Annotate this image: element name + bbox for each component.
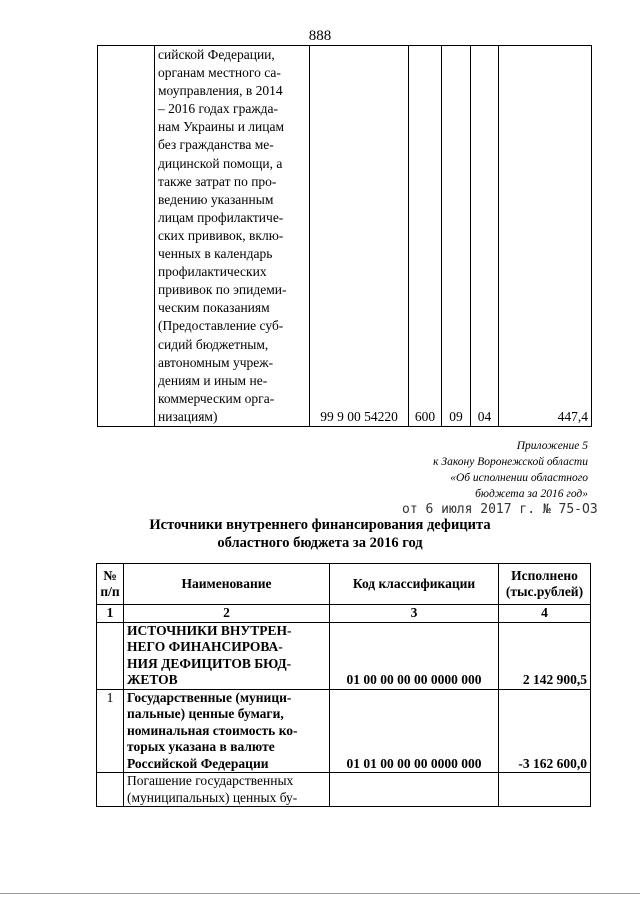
expense-name-lines xyxy=(158,46,309,426)
text-line: Государственные (муници- xyxy=(127,689,292,705)
subsection-cell: 04 xyxy=(471,46,499,427)
text-line: автономным учреж- xyxy=(158,354,274,370)
title-line: Источники внутреннего финансирования дефицита xyxy=(149,517,491,533)
page-number: 888 xyxy=(308,28,332,44)
column-number: 3 xyxy=(330,605,499,623)
header-number: № п/п xyxy=(97,564,124,605)
text-line: НЕГО ФИНАНСИРОВА- xyxy=(127,639,283,654)
law-date-stamp: от 6 июля 2017 г. № 75-ОЗ xyxy=(402,502,598,517)
text-line: моуправления, в 2014 xyxy=(158,83,283,99)
text-line: органам местного са- xyxy=(158,65,281,81)
text-line: прививок по эпидеми- xyxy=(158,282,287,298)
expense-name-cell xyxy=(155,46,310,427)
text-line: коммерческим орга- xyxy=(158,390,275,406)
row-code: 01 01 00 00 00 0000 000 xyxy=(330,689,499,773)
text-line: ских прививок, вклю- xyxy=(158,227,284,243)
appendix-line: Приложение 5 xyxy=(516,440,588,452)
column-number-row xyxy=(97,605,591,623)
text-line: Погашение государственных xyxy=(127,773,294,788)
page-bottom-edge xyxy=(0,893,640,894)
table-title xyxy=(0,516,640,552)
text-line: пальные) ценные бумаги, xyxy=(127,706,284,721)
text-line: ческим показаниям xyxy=(158,300,270,316)
column-number: 1 xyxy=(97,605,124,623)
section-cell: 09 xyxy=(442,46,471,427)
header-value: Исполнено (тыс.рублей) xyxy=(499,564,591,605)
title-line: областного бюджета за 2016 год xyxy=(217,535,423,551)
table-row xyxy=(97,689,591,773)
row-code: 01 00 00 00 00 0000 000 xyxy=(330,622,499,689)
text-line: – 2016 годах гражда- xyxy=(158,101,279,117)
table-header-row xyxy=(97,564,591,605)
row-number xyxy=(97,622,124,689)
row-number xyxy=(97,773,124,807)
text-line: Российской Федерации xyxy=(127,755,269,771)
text-line: номинальная стоимость ко- xyxy=(127,722,298,738)
text-line: сидий бюджетным, xyxy=(158,336,269,352)
appendix-line: бюджета за 2016 год» xyxy=(475,488,588,500)
amount-cell: 447,4 xyxy=(499,46,592,427)
column-number: 2 xyxy=(124,605,330,623)
budget-table-continuation xyxy=(97,45,592,427)
row-value: 2 142 900,5 xyxy=(499,622,591,689)
expense-type-cell: 600 xyxy=(409,46,442,427)
text-line: нам Украины и лицам xyxy=(158,119,285,135)
text-line: ведению указанным xyxy=(158,191,274,207)
row-value: -3 162 600,0 xyxy=(499,689,591,773)
text-line: (муниципальных) ценных бу- xyxy=(127,789,298,805)
financing-sources-table xyxy=(96,563,591,807)
appendix-line: «Об исполнении областного xyxy=(450,472,588,484)
table-row xyxy=(97,622,591,689)
text-line: (Предоставление суб- xyxy=(158,318,284,334)
text-line: дицинской помощи, а xyxy=(158,155,283,171)
column-number: 4 xyxy=(499,605,591,623)
text-line: низациям) xyxy=(158,408,218,424)
table-row xyxy=(97,773,591,807)
text-line: ченных в календарь xyxy=(158,246,273,262)
text-line: без гражданства ме- xyxy=(158,137,274,153)
empty-cell xyxy=(98,46,155,427)
text-line: ЖЕТОВ xyxy=(127,672,178,687)
row-number: 1 xyxy=(97,689,124,773)
target-code-cell: 99 9 00 54220 xyxy=(310,46,409,427)
text-line: также затрат по про- xyxy=(158,173,277,189)
text-line: лицам профилактиче- xyxy=(158,209,284,225)
row-code xyxy=(330,773,499,807)
text-line: профилактических xyxy=(158,264,267,280)
row-name xyxy=(124,622,330,689)
text-line: НИЯ ДЕФИЦИТОВ БЮД- xyxy=(127,655,292,671)
header-code: Код классификации xyxy=(330,564,499,605)
row-value xyxy=(499,773,591,807)
appendix-line: к Закону Воронежской области xyxy=(433,456,588,468)
row-name xyxy=(124,689,330,773)
appendix-reference xyxy=(433,438,588,502)
row-name xyxy=(124,773,330,807)
text-line: дениям и иным не- xyxy=(158,372,268,388)
text-line: торых указана в валюте xyxy=(127,739,275,754)
text-line: сийской Федерации, xyxy=(158,47,275,62)
text-line: ИСТОЧНИКИ ВНУТРЕН- xyxy=(127,622,292,638)
header-name: Наименование xyxy=(124,564,330,605)
table-row xyxy=(98,46,592,427)
